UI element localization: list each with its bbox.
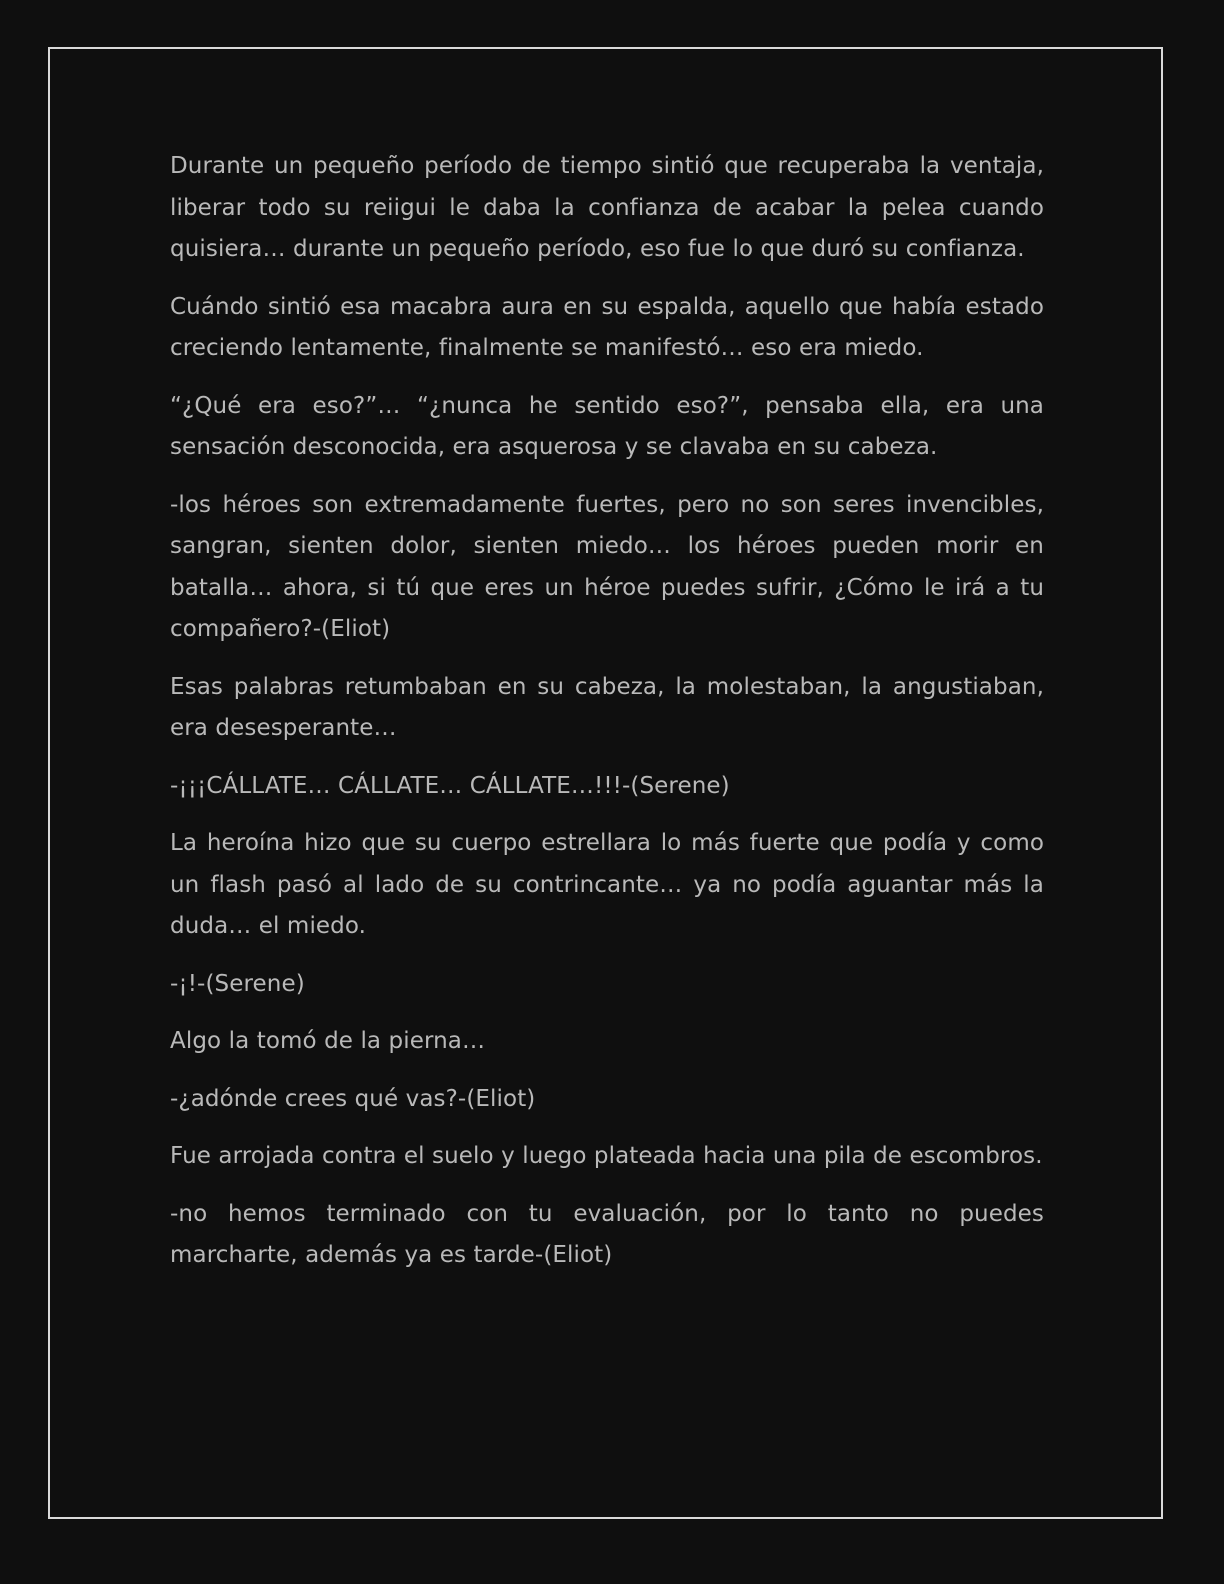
paragraph: Esas palabras retumbaban en su cabeza, la molestaban, la angustiaban, era desesperante… — [170, 673, 1044, 741]
paragraph: Cuándo sintió esa macabra aura en su espalda, aquello que había estado creciendo lentamente, finalmente se manifestó… eso era miedo. — [170, 293, 1044, 361]
paragraph: “¿Qué era eso?”… “¿nunca he sentido eso?”, pensaba ella, era una sensación desconocida, era asquerosa y se clavaba en su cabeza. — [170, 392, 1044, 460]
paragraph: -los héroes son extremadamente fuertes, pero no son seres invencibles, sangran, sienten dolor, sienten miedo… los héroes pueden morir en batalla… ahora, si tú que eres un héroe puedes sufrir, ¿Cómo le irá a tu compañero?-(Eliot) — [170, 491, 1044, 642]
paragraph: La heroína hizo que su cuerpo estrellara lo más fuerte que podía y como un flash pasó al lado de su contrincante… ya no podía aguantar más la duda… el miedo. — [170, 830, 1044, 939]
paragraph: -¿adónde crees qué vas?-(Eliot) — [170, 1085, 536, 1112]
text-body — [170, 146, 1044, 1293]
paragraph: Algo la tomó de la pierna… — [170, 1028, 486, 1054]
paragraph: -¡!-(Serene) — [170, 970, 305, 997]
paragraph: -¡¡¡CÁLLATE… CÁLLATE… CÁLLATE…!!!-(Serene) — [170, 772, 730, 799]
paragraph: Durante un pequeño período de tiempo sintió que recuperaba la ventaja, liberar todo su reiigui le daba la confianza de acabar la pelea cuando quisiera… durante un pequeño período, eso fue lo que duró su confianza. — [170, 153, 1044, 262]
page-frame — [48, 47, 1163, 1519]
paragraph: Fue arrojada contra el suelo y luego plateada hacia una pila de escombros. — [170, 1143, 1043, 1169]
paragraph: -no hemos terminado con tu evaluación, por lo tanto no puedes marcharte, además ya es tarde-(Eliot) — [170, 1200, 1044, 1268]
